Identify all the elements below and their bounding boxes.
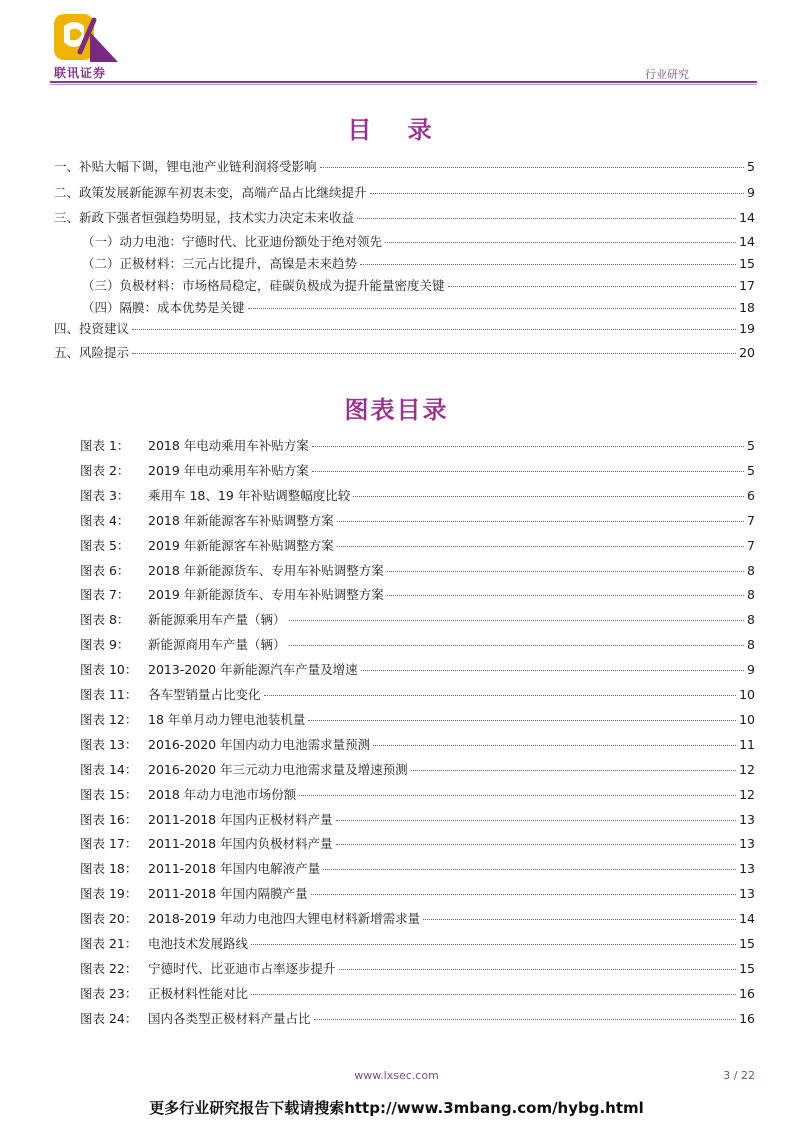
leader-dots xyxy=(251,994,736,995)
toc-entry-label: 三、新政下强者恒强趋势明显，技术实力决定未来收益 xyxy=(54,210,355,225)
figure-entry[interactable] xyxy=(80,760,755,778)
figure-entry-page: 9 xyxy=(747,662,755,677)
leader-dots xyxy=(387,595,744,596)
figure-entry-number: 图表 14： xyxy=(80,762,138,777)
figure-entry-label: 正极材料性能对比 xyxy=(148,986,249,1001)
figure-entry[interactable] xyxy=(80,785,755,803)
figure-entry-page: 13 xyxy=(739,836,755,851)
figure-entry[interactable] xyxy=(80,834,755,852)
figure-entry[interactable] xyxy=(80,735,755,753)
figure-entry-label: 新能源乘用车产量（辆） xyxy=(148,612,286,627)
figure-entry-number: 图表 7： xyxy=(80,587,130,602)
figure-entry-page: 12 xyxy=(739,762,755,777)
toc-entry[interactable] xyxy=(54,183,755,201)
figure-entry-label: 2016-2020 年国内动力电池需求量预测 xyxy=(148,737,371,752)
figure-entry-page: 16 xyxy=(739,986,755,1001)
figure-entry-page: 8 xyxy=(747,612,755,627)
toc-entry-page: 17 xyxy=(739,278,755,293)
figure-entry[interactable] xyxy=(80,959,755,977)
leader-dots xyxy=(370,193,745,194)
figure-entry[interactable] xyxy=(80,436,755,454)
toc-entry-page: 14 xyxy=(739,210,755,225)
toc-entry-label: （二）正极材料：三元占比提升，高镍是未来趋势 xyxy=(82,256,358,271)
toc-entry-page: 9 xyxy=(747,185,755,200)
leader-dots xyxy=(373,745,736,746)
figure-entry-number: 图表 11： xyxy=(80,687,138,702)
figure-entry-number: 图表 3： xyxy=(80,488,130,503)
figure-entry-label: 2018-2019 年动力电池四大锂电材料新增需求量 xyxy=(148,911,421,926)
leader-dots xyxy=(411,770,736,771)
toc-entry-label: 四、投资建议 xyxy=(54,321,130,336)
figure-entry-page: 15 xyxy=(739,961,755,976)
company-logo-text: 联讯证券 xyxy=(54,66,107,80)
leader-dots xyxy=(311,894,736,895)
figure-entry-label: 2011-2018 年国内隔膜产量 xyxy=(148,886,308,901)
toc-entry-label: 五、风险提示 xyxy=(54,345,130,360)
leader-dots xyxy=(289,645,745,646)
figure-entry[interactable] xyxy=(80,511,755,529)
figure-entry[interactable] xyxy=(80,934,755,952)
figure-entry-label: 2013-2020 年新能源汽车产量及增速 xyxy=(148,662,358,677)
toc-entry-page: 15 xyxy=(739,256,755,271)
figure-entry-label: 各车型销量占比变化 xyxy=(148,687,261,702)
leader-dots xyxy=(336,844,736,845)
leader-dots xyxy=(314,1019,737,1020)
figure-entry-label: 2011-2018 年国内负极材料产量 xyxy=(148,836,333,851)
figure-entry-number: 图表 1： xyxy=(80,438,130,453)
figure-entry-label: 2019 年电动乘用车补贴方案 xyxy=(148,463,309,478)
figure-entry-number: 图表 21： xyxy=(80,936,138,951)
leader-dots xyxy=(264,695,737,696)
figure-entry[interactable] xyxy=(80,859,755,877)
figure-entry-page: 12 xyxy=(739,787,755,802)
figure-list-title: 图表目录 xyxy=(344,396,449,424)
toc-entry[interactable] xyxy=(82,254,755,272)
leader-dots xyxy=(251,944,736,945)
figure-entry-number: 图表 12： xyxy=(80,712,138,727)
figure-entry-label: 2016-2020 年三元动力电池需求量及增速预测 xyxy=(148,762,408,777)
leader-dots xyxy=(312,471,744,472)
figure-entry[interactable] xyxy=(80,585,755,603)
toc-entry-page: 18 xyxy=(739,300,755,315)
section-label: 行业研究 xyxy=(645,68,689,81)
toc-entry[interactable] xyxy=(54,319,755,337)
figure-entry-number: 图表 19： xyxy=(80,886,138,901)
figure-entry-page: 14 xyxy=(739,911,755,926)
figure-entry-number: 图表 22： xyxy=(80,961,138,976)
figure-entry[interactable] xyxy=(80,635,755,653)
figure-entry[interactable] xyxy=(80,536,755,554)
figure-entry-page: 13 xyxy=(739,886,755,901)
company-logo-icon xyxy=(50,12,120,68)
figure-entry-page: 7 xyxy=(747,513,755,528)
leader-dots xyxy=(132,329,736,330)
figure-entry-page: 5 xyxy=(747,463,755,478)
figure-entry-label: 电池技术发展路线 xyxy=(148,936,249,951)
figure-entry[interactable] xyxy=(80,461,755,479)
leader-dots xyxy=(323,869,736,870)
leader-dots xyxy=(299,795,736,796)
figure-entry[interactable] xyxy=(80,660,755,678)
toc-entry[interactable] xyxy=(82,276,755,294)
toc-entry[interactable] xyxy=(54,208,755,226)
toc-entry-page: 14 xyxy=(739,234,755,249)
figure-entry-number: 图表 10： xyxy=(80,662,138,677)
toc-entry-label: 二、政策发展新能源车初衷未变，高端产品占比继续提升 xyxy=(54,185,367,200)
leader-dots xyxy=(387,571,744,572)
figure-entry[interactable] xyxy=(80,1009,755,1027)
figure-entry-label: 2011-2018 年国内正极材料产量 xyxy=(148,812,333,827)
figure-entry-number: 图表 13： xyxy=(80,737,138,752)
page-header xyxy=(0,0,793,86)
toc-entry-label: （四）隔膜：成本优势是关键 xyxy=(82,300,245,315)
leader-dots xyxy=(320,167,745,168)
figure-entry-number: 图表 5： xyxy=(80,538,130,553)
toc-title: 目 录 xyxy=(347,116,446,144)
figure-entry-page: 13 xyxy=(739,812,755,827)
figure-entry-label: 2019 年新能源客车补贴调整方案 xyxy=(148,538,334,553)
footer-website[interactable]: www.lxsec.com xyxy=(354,1069,439,1082)
leader-dots xyxy=(337,546,744,547)
leader-dots xyxy=(132,353,736,354)
toc-entry-page: 20 xyxy=(739,345,755,360)
figure-entry[interactable] xyxy=(80,810,755,828)
figure-entry-label: 2018 年新能源客车补贴调整方案 xyxy=(148,513,334,528)
figure-entry-page: 11 xyxy=(739,737,755,752)
figure-entry-page: 10 xyxy=(739,712,755,727)
figure-entry-number: 图表 2： xyxy=(80,463,130,478)
figure-entry-number: 图表 18： xyxy=(80,861,138,876)
figure-entry-label: 18 年单月动力锂电池装机量 xyxy=(148,712,306,727)
figure-entry[interactable] xyxy=(80,610,755,628)
toc-entry[interactable] xyxy=(54,157,755,175)
figure-entry-page: 16 xyxy=(739,1011,755,1026)
leader-dots xyxy=(423,919,736,920)
toc-entry[interactable] xyxy=(54,343,755,361)
figure-entry-number: 图表 24： xyxy=(80,1011,138,1026)
figure-entry[interactable] xyxy=(80,486,755,504)
toc-entry-label: （一）动力电池：宁德时代、比亚迪份额处于绝对领先 xyxy=(82,234,383,249)
figure-entry-number: 图表 16： xyxy=(80,812,138,827)
figure-entry-page: 15 xyxy=(739,936,755,951)
figure-entry-number: 图表 17： xyxy=(80,836,138,851)
figure-entry-page: 6 xyxy=(747,488,755,503)
toc-entry-label: （三）负极材料：市场格局稳定，硅碳负极成为提升能量密度关键 xyxy=(82,278,445,293)
figure-entry-label: 2011-2018 年国内电解液产量 xyxy=(148,861,321,876)
figure-entry-number: 图表 8： xyxy=(80,612,130,627)
figure-entry[interactable] xyxy=(80,685,755,703)
figure-entry-page: 7 xyxy=(747,538,755,553)
figure-entry-page: 5 xyxy=(747,438,755,453)
figure-entry[interactable] xyxy=(80,710,755,728)
figure-entry-label: 国内各类型正极材料产量占比 xyxy=(148,1011,311,1026)
header-divider xyxy=(50,81,757,83)
figure-entry-number: 图表 20： xyxy=(80,911,138,926)
toc-entry[interactable] xyxy=(82,298,755,316)
figure-entry-page: 8 xyxy=(747,563,755,578)
figure-entry-number: 图表 15： xyxy=(80,787,138,802)
leader-dots xyxy=(357,218,736,219)
figure-entry-label: 新能源商用车产量（辆） xyxy=(148,637,286,652)
figure-entry[interactable] xyxy=(80,884,755,902)
leader-dots xyxy=(385,242,736,243)
figure-entry-number: 图表 4： xyxy=(80,513,130,528)
toc-entry-page: 5 xyxy=(747,159,755,174)
toc-entry-page: 19 xyxy=(739,321,755,336)
figure-entry-page: 10 xyxy=(739,687,755,702)
leader-dots xyxy=(312,446,744,447)
figure-entry-number: 图表 6： xyxy=(80,563,130,578)
leader-dots xyxy=(339,969,737,970)
figure-entry-label: 2019 年新能源货车、专用车补贴调整方案 xyxy=(148,587,384,602)
leader-dots xyxy=(448,286,737,287)
leader-dots xyxy=(248,308,737,309)
leader-dots xyxy=(360,264,736,265)
leader-dots xyxy=(353,496,744,497)
figure-entry-label: 2018 年动力电池市场份额 xyxy=(148,787,297,802)
figure-entry-label: 2018 年新能源货车、专用车补贴调整方案 xyxy=(148,563,384,578)
header-divider-thin xyxy=(50,84,757,85)
figure-entry[interactable] xyxy=(80,909,755,927)
footer-promo-text: 更多行业研究报告下载请搜索http://www.3mbang.com/hybg.html xyxy=(149,1099,644,1117)
leader-dots xyxy=(361,670,744,671)
figure-entry-page: 8 xyxy=(747,637,755,652)
figure-entry-page: 8 xyxy=(747,587,755,602)
figure-entry-label: 2018 年电动乘用车补贴方案 xyxy=(148,438,309,453)
leader-dots xyxy=(336,820,736,821)
figure-entry-number: 图表 9： xyxy=(80,637,130,652)
figure-entry[interactable] xyxy=(80,561,755,579)
figure-entry-page: 13 xyxy=(739,861,755,876)
leader-dots xyxy=(337,521,744,522)
toc-entry-label: 一、补贴大幅下调，锂电池产业链利润将受影响 xyxy=(54,159,317,174)
figure-entry-label: 宁德时代、比亚迪市占率逐步提升 xyxy=(148,961,336,976)
leader-dots xyxy=(308,720,736,721)
toc-entry[interactable] xyxy=(82,232,755,250)
footer-page-indicator: 3 / 22 xyxy=(723,1069,755,1082)
figure-entry[interactable] xyxy=(80,984,755,1002)
leader-dots xyxy=(289,620,745,621)
figure-entry-label: 乘用车 18、19 年补贴调整幅度比较 xyxy=(148,488,351,503)
figure-entry-number: 图表 23： xyxy=(80,986,138,1001)
